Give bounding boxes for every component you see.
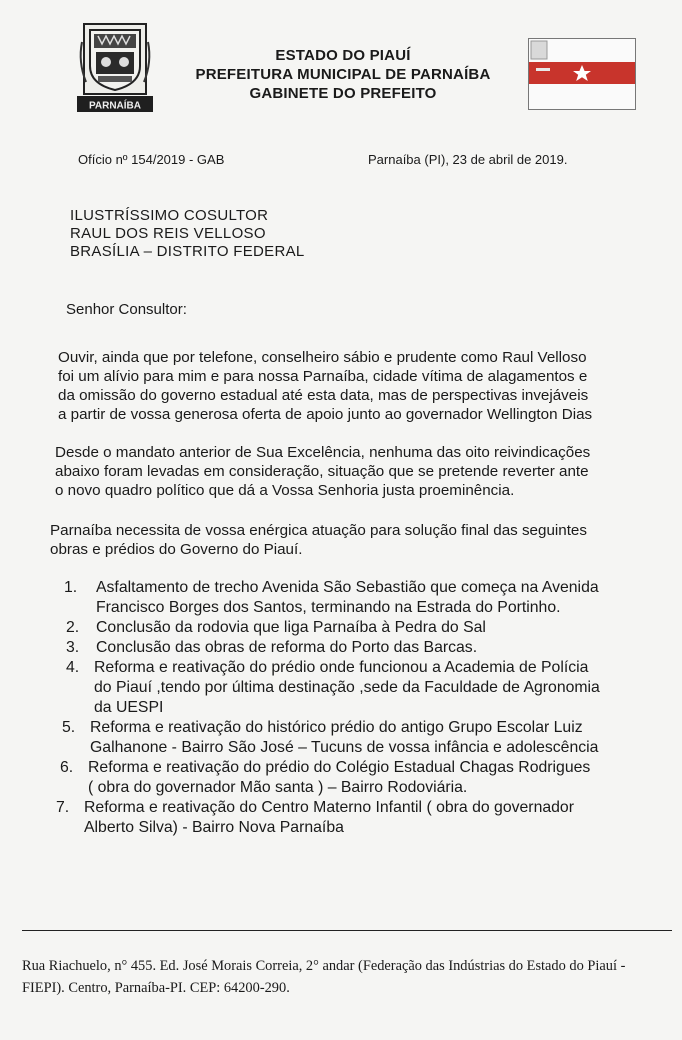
list-item <box>62 718 682 758</box>
list-item-number: 5. <box>62 719 76 736</box>
list-item <box>56 798 682 838</box>
list-item <box>66 638 682 658</box>
list-item-number: 3. <box>66 639 80 656</box>
addressee-location: BRASÍLIA – DISTRITO FEDERAL <box>70 243 305 260</box>
list-item-number: 2. <box>66 619 80 636</box>
list-item-number: 4. <box>66 659 80 676</box>
letterhead-state: ESTADO DO PIAUÍ <box>275 47 411 64</box>
list-item <box>60 758 682 798</box>
salutation: Senhor Consultor: <box>66 301 187 318</box>
list-item-line: Reforma e reativação do prédio do Colégio Estadual Chagas Rodrigues <box>88 759 591 776</box>
paragraph-3 <box>50 521 587 559</box>
list-item-line: do Piauí ,tendo por última destinação ,sede da Faculdade de Agronomia <box>94 679 600 696</box>
list-item-number: 1. <box>64 579 78 596</box>
paragraph-1 <box>58 348 592 424</box>
paragraph-line: obras e prédios do Governo do Piauí. <box>50 541 303 558</box>
paragraph-line: Parnaíba necessita de vossa enérgica atuação para solução final das seguintes <box>50 522 587 539</box>
list-item-line: ( obra do governador Mão santa ) – Bairro Rodoviária. <box>88 779 468 796</box>
list-item-line: Asfaltamento de trecho Avenida São Sebastião que começa na Avenida <box>96 579 599 596</box>
list-item-number: 6. <box>60 759 74 776</box>
paragraph-line: Desde o mandato anterior de Sua Excelência, nenhuma das oito reivindicações <box>55 444 591 461</box>
footer-divider <box>22 930 672 931</box>
date-line: Parnaíba (PI), 23 de abril de 2019. <box>368 152 568 167</box>
list-item-line: Reforma e reativação do Centro Materno Infantil ( obra do governador <box>84 799 574 816</box>
list-item-line: Francisco Borges dos Santos, terminando na Estrada do Portinho. <box>96 599 561 616</box>
list-item <box>66 618 682 638</box>
footer-line: FIEPI). Centro, Parnaíba-PI. CEP: 64200-290. <box>22 980 290 996</box>
addressee-name: RAUL DOS REIS VELLOSO <box>70 225 266 242</box>
demands-list <box>56 578 682 838</box>
letterhead-title <box>150 46 536 103</box>
paragraph-line: Ouvir, ainda que por telefone, conselheiro sábio e prudente como Raul Velloso <box>58 349 587 366</box>
list-item <box>64 578 682 618</box>
paragraph-line: o novo quadro político que dá a Vossa Senhoria justa proeminência. <box>55 482 515 499</box>
list-item <box>66 658 682 718</box>
list-item-line: Alberto Silva) - Bairro Nova Parnaíba <box>84 819 344 836</box>
list-item-line: Conclusão das obras de reforma do Porto das Barcas. <box>96 639 478 656</box>
list-item-line: da UESPI <box>94 699 164 716</box>
oficio-number: Ofício nº 154/2019 - GAB <box>78 152 225 167</box>
footer-line: Rua Riachuelo, n° 455. Ed. José Morais Correia, 2° andar (Federação das Indústrias do Estado do Piauí - <box>22 958 626 974</box>
letterhead-office: GABINETE DO PREFEITO <box>249 85 437 102</box>
paragraph-line: a partir de vossa generosa oferta de apoio junto ao governador Wellington Dias <box>58 406 593 423</box>
municipal-coat-of-arms-emblem <box>76 22 154 118</box>
letterhead-prefecture: PREFEITURA MUNICIPAL DE PARNAÍBA <box>195 66 491 83</box>
list-item-line: Conclusão da rodovia que liga Parnaíba à Pedra do Sal <box>96 619 486 636</box>
municipal-flag-icon <box>528 38 636 110</box>
list-item-number: 7. <box>56 799 70 816</box>
paragraph-2 <box>55 443 590 500</box>
footer-address <box>22 955 625 999</box>
paragraph-line: foi um alívio para mim e para nossa Parnaíba, cidade vítima de alagamentos e <box>58 368 588 385</box>
paragraph-line: da omissão do governo estadual até esta data, mas de perspectivas invejáveis <box>58 387 589 404</box>
emblem-banner-text: PARNAÍBA <box>88 100 142 112</box>
addressee-title: ILUSTRÍSSIMO COSULTOR <box>70 207 269 224</box>
list-item-line: Galhanone - Bairro São José – Tucuns de vossa infância e adolescência <box>90 739 599 756</box>
list-item-line: Reforma e reativação do histórico prédio do antigo Grupo Escolar Luiz <box>90 719 583 736</box>
list-item-line: Reforma e reativação do prédio onde funcionou a Academia de Polícia <box>94 659 589 676</box>
addressee-block <box>70 207 305 261</box>
paragraph-line: abaixo foram levadas em consideração, situação que se pretende reverter ante <box>55 463 589 480</box>
